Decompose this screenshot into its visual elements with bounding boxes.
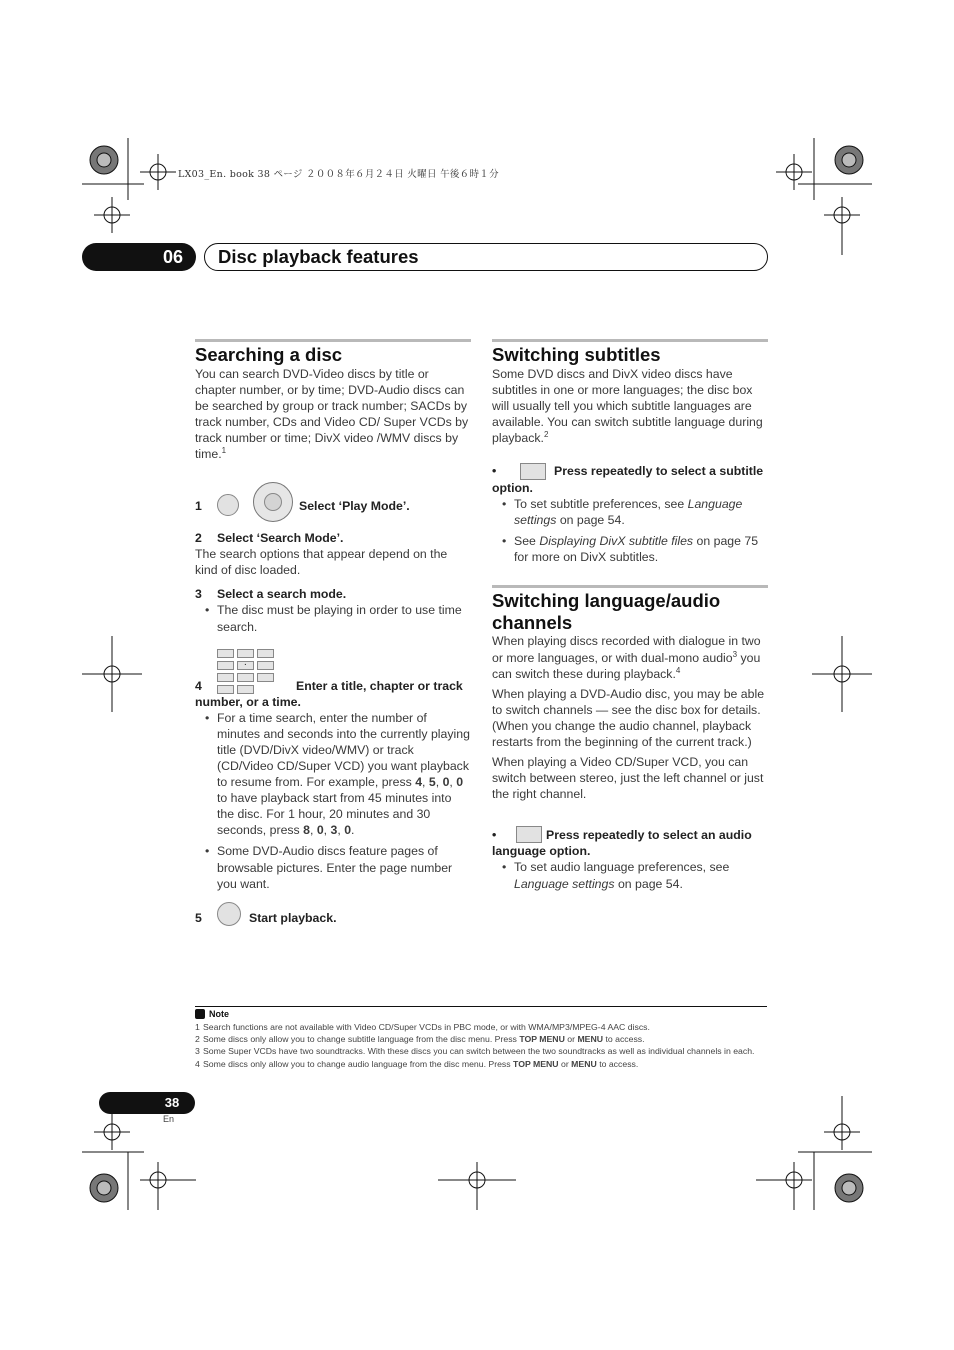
footnote-3: 3 Some Super VCDs have two soundtracks. With these discs you can switch between the two soundtracks as well as individual channels in each. [195, 1046, 755, 1057]
audio-bullet-1: • To set audio language preferences, see Language settings on page 54. [492, 859, 768, 891]
subtitle-bullet-2: • See Displaying DivX subtitle files on page 75 for more on DivX subtitles. [492, 533, 768, 565]
searching-intro: You can search DVD-Video discs by title or chapter number, or by time; DVD-Audio discs can be searched by group or track number; SACDs by track number, CDs and Video CD/ Super VCDs by track number or time; DivX video /WMV discs by time.$^1$ [195, 366, 469, 461]
step-4-bullet-2: • Some DVD-Audio discs feature pages of browsable pictures. Enter the page number you want. [195, 843, 471, 891]
section-title-subtitles: Switching subtitles [492, 344, 661, 365]
section-rule [195, 339, 471, 342]
page-number: 38 [164, 1095, 180, 1110]
chapter-number: 06 [162, 247, 184, 267]
note-rule [195, 1006, 767, 1007]
note-icon [195, 1009, 205, 1019]
direction-pad-icon [253, 482, 293, 522]
language-para-2: When playing a DVD-Audio disc, you may be able to switch channels — see the disc box for details. (When you change the audio channel, playback restarts from the beginning of the current track.) [492, 686, 765, 749]
right-column [492, 339, 768, 892]
page-language: En [163, 1114, 175, 1124]
step-3: 3 Select a search mode. [195, 587, 347, 602]
step-3-bullet: • The disc must be playing in order to use time search. [195, 602, 471, 634]
step-1: 1 Select ‘Play Mode’. [195, 482, 471, 522]
section-rule [492, 585, 768, 588]
subtitle-action-cont: option. [492, 480, 533, 495]
language-para-3: When playing a Video CD/Super VCD, you can switch between stereo, just the left channel or just the right channel. [492, 755, 764, 802]
subtitle-button-icon [520, 463, 546, 480]
step-2: 2 Select ‘Search Mode’. [195, 531, 344, 546]
audio-action-cont: language option. [492, 844, 591, 859]
step-4-cont: number, or a time. [195, 694, 301, 709]
home-menu-button-icon [217, 494, 239, 516]
number-keypad-icon: · [217, 649, 274, 694]
step-5: 5 Start playback. [195, 902, 471, 926]
subtitle-bullet-1: • To set subtitle preferences, see Language settings on page 54. [492, 496, 768, 528]
footnote-4: 4 Some discs only allow you to change audio language from the disc menu. Press TOP MENU or MENU to access. [195, 1058, 639, 1069]
language-para-1: When playing discs recorded with dialogue in two or more languages, or with dual-mono audio$^3$ you can switch these during playback.$^4$ [492, 634, 761, 681]
left-column [195, 339, 471, 926]
step-4: 4 · Enter a title, chapter or track [195, 649, 471, 694]
section-rule [492, 339, 768, 342]
footnotes [195, 1021, 775, 1070]
footnote-1: 1 Search functions are not available with Video CD/Super VCDs in PBC mode, or with WMA/MP3/MPEG-4 AAC discs. [195, 1022, 650, 1032]
audio-button-icon [516, 826, 542, 843]
step-2-body: The search options that appear depend on the kind of disc loaded. [195, 547, 448, 578]
subtitles-intro: Some DVD discs and DivX video discs have subtitles in one or more languages; the disc box will usually tell you which subtitle languages are available. You can switch subtitle language during playback.$^2$ [492, 366, 763, 445]
note-heading: Note [195, 1009, 229, 1019]
enter-button-icon [217, 902, 241, 926]
print-header: LX03_En. book 38 ページ ２００８年６月２４日 火曜日 午後６時１分 [178, 169, 499, 180]
audio-action: • Press repeatedly to select an audio [492, 827, 752, 842]
chapter-title: Disc playback features [218, 246, 419, 267]
section-title-language: Switching language/audio channels [492, 590, 721, 633]
step-4-bullet-1: • For a time search, enter the number of minutes and seconds into the currently playing title (DVD/DivX video/WMV) or track (CD/Video CD/Super VCD) you want playback to resume from. For example, press 4, 5, 0, 0 to have playback start from 45 minutes into the disc. For 1 hour, 20 minutes and 30 seconds, press 8, 0, 3, 0. [195, 710, 471, 839]
section-title-searching: Searching a disc [195, 344, 343, 365]
subtitle-action: • Press repeatedly to select a subtitle [492, 464, 764, 479]
footnote-2: 2 Some discs only allow you to change subtitle language from the disc menu. Press TOP MENU or MENU to access. [195, 1034, 645, 1045]
